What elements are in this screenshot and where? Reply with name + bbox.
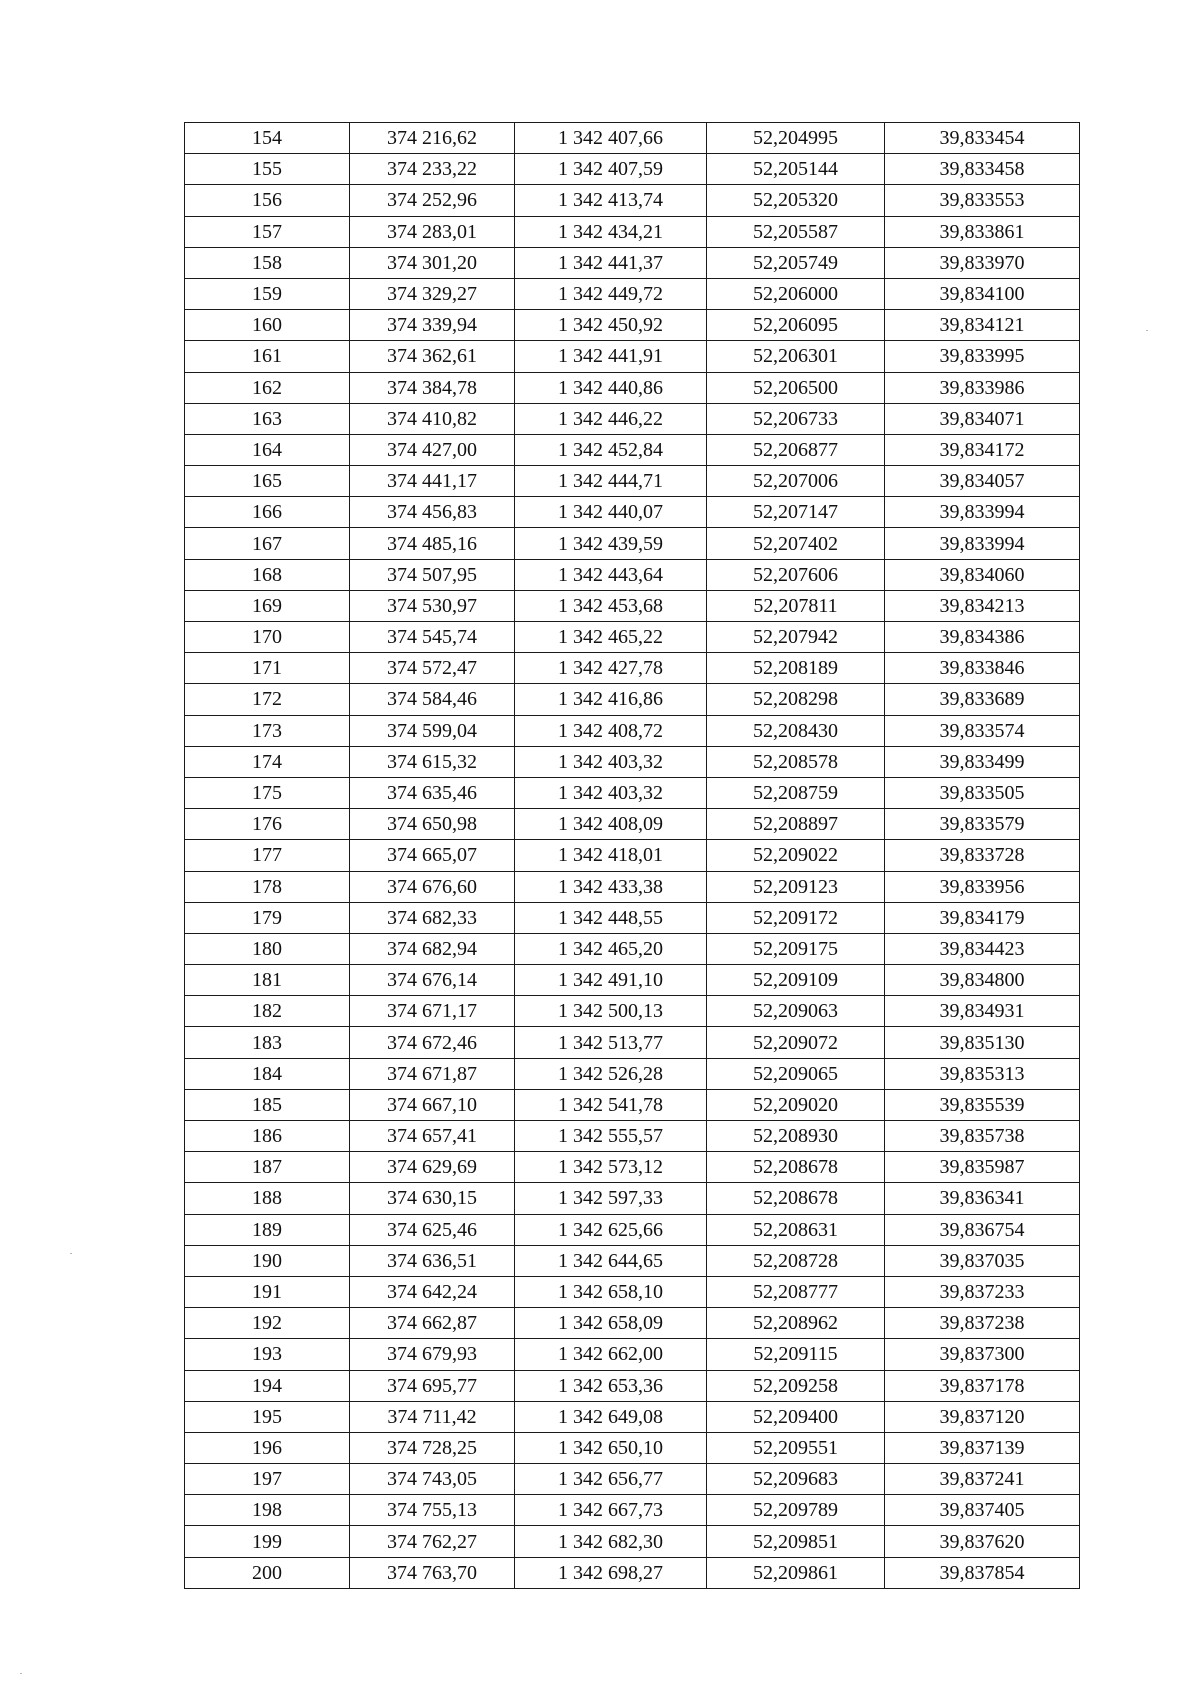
latitude-cell: 52,208930: [707, 1121, 885, 1152]
y-coordinate-cell: 1 342 408,72: [515, 715, 707, 746]
longitude-cell: 39,835738: [885, 1121, 1080, 1152]
point-number-cell: 199: [185, 1526, 350, 1557]
point-number-cell: 192: [185, 1308, 350, 1339]
longitude-cell: 39,833458: [885, 154, 1080, 185]
y-coordinate-cell: 1 342 650,10: [515, 1432, 707, 1463]
x-coordinate-cell: 374 441,17: [350, 466, 515, 497]
table-row: [185, 1401, 1080, 1432]
table-row: [185, 684, 1080, 715]
latitude-cell: 52,207402: [707, 528, 885, 559]
longitude-cell: 39,834121: [885, 310, 1080, 341]
table-row: [185, 1089, 1080, 1120]
x-coordinate-cell: 374 301,20: [350, 247, 515, 278]
y-coordinate-cell: 1 342 453,68: [515, 590, 707, 621]
y-coordinate-cell: 1 342 491,10: [515, 965, 707, 996]
longitude-cell: 39,833553: [885, 185, 1080, 216]
point-number-cell: 161: [185, 341, 350, 372]
y-coordinate-cell: 1 342 418,01: [515, 840, 707, 871]
table-row: [185, 403, 1080, 434]
point-number-cell: 187: [185, 1152, 350, 1183]
longitude-cell: 39,833970: [885, 247, 1080, 278]
x-coordinate-cell: 374 650,98: [350, 809, 515, 840]
x-coordinate-cell: 374 615,32: [350, 746, 515, 777]
point-number-cell: 185: [185, 1089, 350, 1120]
point-number-cell: 182: [185, 996, 350, 1027]
x-coordinate-cell: 374 672,46: [350, 1027, 515, 1058]
longitude-cell: 39,837241: [885, 1464, 1080, 1495]
x-coordinate-cell: 374 763,70: [350, 1557, 515, 1588]
latitude-cell: 52,205749: [707, 247, 885, 278]
longitude-cell: 39,837300: [885, 1339, 1080, 1370]
table-row: [185, 1557, 1080, 1588]
longitude-cell: 39,834071: [885, 403, 1080, 434]
y-coordinate-cell: 1 342 444,71: [515, 466, 707, 497]
y-coordinate-cell: 1 342 440,86: [515, 372, 707, 403]
table-row: [185, 154, 1080, 185]
latitude-cell: 52,204995: [707, 123, 885, 154]
longitude-cell: 39,833846: [885, 653, 1080, 684]
longitude-cell: 39,833861: [885, 216, 1080, 247]
latitude-cell: 52,208578: [707, 746, 885, 777]
x-coordinate-cell: 374 545,74: [350, 622, 515, 653]
point-number-cell: 171: [185, 653, 350, 684]
table-row: [185, 1183, 1080, 1214]
x-coordinate-cell: 374 743,05: [350, 1464, 515, 1495]
y-coordinate-cell: 1 342 450,92: [515, 310, 707, 341]
y-coordinate-cell: 1 342 625,66: [515, 1214, 707, 1245]
longitude-cell: 39,833505: [885, 777, 1080, 808]
latitude-cell: 52,209861: [707, 1557, 885, 1588]
y-coordinate-cell: 1 342 649,08: [515, 1401, 707, 1432]
point-number-cell: 155: [185, 154, 350, 185]
longitude-cell: 39,835130: [885, 1027, 1080, 1058]
x-coordinate-cell: 374 625,46: [350, 1214, 515, 1245]
latitude-cell: 52,207606: [707, 559, 885, 590]
latitude-cell: 52,209851: [707, 1526, 885, 1557]
table-row: [185, 1339, 1080, 1370]
x-coordinate-cell: 374 676,14: [350, 965, 515, 996]
longitude-cell: 39,836341: [885, 1183, 1080, 1214]
latitude-cell: 52,207811: [707, 590, 885, 621]
latitude-cell: 52,206095: [707, 310, 885, 341]
table-row: [185, 1495, 1080, 1526]
x-coordinate-cell: 374 755,13: [350, 1495, 515, 1526]
longitude-cell: 39,833454: [885, 123, 1080, 154]
y-coordinate-cell: 1 342 541,78: [515, 1089, 707, 1120]
table-row: [185, 840, 1080, 871]
table-row: [185, 902, 1080, 933]
y-coordinate-cell: 1 342 500,13: [515, 996, 707, 1027]
table-row: [185, 1464, 1080, 1495]
point-number-cell: 169: [185, 590, 350, 621]
latitude-cell: 52,209789: [707, 1495, 885, 1526]
latitude-cell: 52,208962: [707, 1308, 885, 1339]
longitude-cell: 39,834179: [885, 902, 1080, 933]
latitude-cell: 52,208759: [707, 777, 885, 808]
point-number-cell: 162: [185, 372, 350, 403]
point-number-cell: 175: [185, 777, 350, 808]
latitude-cell: 52,209123: [707, 871, 885, 902]
table-row: [185, 1152, 1080, 1183]
point-number-cell: 176: [185, 809, 350, 840]
x-coordinate-cell: 374 339,94: [350, 310, 515, 341]
latitude-cell: 52,205320: [707, 185, 885, 216]
x-coordinate-cell: 374 671,17: [350, 996, 515, 1027]
x-coordinate-cell: 374 682,33: [350, 902, 515, 933]
table-row: [185, 1276, 1080, 1307]
table-row: [185, 559, 1080, 590]
x-coordinate-cell: 374 362,61: [350, 341, 515, 372]
point-number-cell: 164: [185, 434, 350, 465]
longitude-cell: 39,833728: [885, 840, 1080, 871]
table-row: [185, 247, 1080, 278]
y-coordinate-cell: 1 342 407,59: [515, 154, 707, 185]
y-coordinate-cell: 1 342 658,10: [515, 1276, 707, 1307]
latitude-cell: 52,205587: [707, 216, 885, 247]
x-coordinate-cell: 374 676,60: [350, 871, 515, 902]
table-row: [185, 434, 1080, 465]
point-number-cell: 165: [185, 466, 350, 497]
y-coordinate-cell: 1 342 440,07: [515, 497, 707, 528]
longitude-cell: 39,833689: [885, 684, 1080, 715]
latitude-cell: 52,205144: [707, 154, 885, 185]
longitude-cell: 39,836754: [885, 1214, 1080, 1245]
x-coordinate-cell: 374 384,78: [350, 372, 515, 403]
table-row: [185, 185, 1080, 216]
latitude-cell: 52,209683: [707, 1464, 885, 1495]
point-number-cell: 196: [185, 1432, 350, 1463]
scan-speck: [20, 1673, 22, 1674]
point-number-cell: 190: [185, 1245, 350, 1276]
point-number-cell: 195: [185, 1401, 350, 1432]
longitude-cell: 39,834800: [885, 965, 1080, 996]
latitude-cell: 52,209172: [707, 902, 885, 933]
longitude-cell: 39,835539: [885, 1089, 1080, 1120]
latitude-cell: 52,209020: [707, 1089, 885, 1120]
latitude-cell: 52,209072: [707, 1027, 885, 1058]
longitude-cell: 39,833499: [885, 746, 1080, 777]
latitude-cell: 52,208777: [707, 1276, 885, 1307]
table-row: [185, 1370, 1080, 1401]
scan-speck: [1146, 330, 1148, 331]
point-number-cell: 184: [185, 1058, 350, 1089]
y-coordinate-cell: 1 342 662,00: [515, 1339, 707, 1370]
point-number-cell: 154: [185, 123, 350, 154]
table-row: [185, 1058, 1080, 1089]
y-coordinate-cell: 1 342 439,59: [515, 528, 707, 559]
point-number-cell: 163: [185, 403, 350, 434]
point-number-cell: 188: [185, 1183, 350, 1214]
x-coordinate-cell: 374 584,46: [350, 684, 515, 715]
x-coordinate-cell: 374 682,94: [350, 933, 515, 964]
x-coordinate-cell: 374 635,46: [350, 777, 515, 808]
y-coordinate-cell: 1 342 443,64: [515, 559, 707, 590]
x-coordinate-cell: 374 252,96: [350, 185, 515, 216]
point-number-cell: 197: [185, 1464, 350, 1495]
point-number-cell: 189: [185, 1214, 350, 1245]
table-row: [185, 1308, 1080, 1339]
point-number-cell: 179: [185, 902, 350, 933]
longitude-cell: 39,837120: [885, 1401, 1080, 1432]
y-coordinate-cell: 1 342 465,22: [515, 622, 707, 653]
longitude-cell: 39,837238: [885, 1308, 1080, 1339]
point-number-cell: 174: [185, 746, 350, 777]
longitude-cell: 39,833986: [885, 372, 1080, 403]
latitude-cell: 52,209400: [707, 1401, 885, 1432]
latitude-cell: 52,209258: [707, 1370, 885, 1401]
table-row: [185, 746, 1080, 777]
longitude-cell: 39,833994: [885, 497, 1080, 528]
latitude-cell: 52,206500: [707, 372, 885, 403]
table-row: [185, 466, 1080, 497]
table-row: [185, 1121, 1080, 1152]
longitude-cell: 39,835313: [885, 1058, 1080, 1089]
x-coordinate-cell: 374 728,25: [350, 1432, 515, 1463]
table-row: [185, 310, 1080, 341]
x-coordinate-cell: 374 636,51: [350, 1245, 515, 1276]
longitude-cell: 39,834213: [885, 590, 1080, 621]
table-row: [185, 996, 1080, 1027]
y-coordinate-cell: 1 342 667,73: [515, 1495, 707, 1526]
longitude-cell: 39,833579: [885, 809, 1080, 840]
coordinates-table: [184, 122, 1080, 1589]
latitude-cell: 52,209175: [707, 933, 885, 964]
longitude-cell: 39,833956: [885, 871, 1080, 902]
y-coordinate-cell: 1 342 446,22: [515, 403, 707, 434]
table-row: [185, 590, 1080, 621]
x-coordinate-cell: 374 762,27: [350, 1526, 515, 1557]
y-coordinate-cell: 1 342 441,91: [515, 341, 707, 372]
table-row: [185, 497, 1080, 528]
latitude-cell: 52,209063: [707, 996, 885, 1027]
point-number-cell: 181: [185, 965, 350, 996]
point-number-cell: 180: [185, 933, 350, 964]
table-row: [185, 1214, 1080, 1245]
latitude-cell: 52,208678: [707, 1183, 885, 1214]
point-number-cell: 193: [185, 1339, 350, 1370]
longitude-cell: 39,834423: [885, 933, 1080, 964]
x-coordinate-cell: 374 630,15: [350, 1183, 515, 1214]
longitude-cell: 39,833574: [885, 715, 1080, 746]
point-number-cell: 178: [185, 871, 350, 902]
latitude-cell: 52,206000: [707, 278, 885, 309]
x-coordinate-cell: 374 283,01: [350, 216, 515, 247]
scan-speck: [70, 1253, 72, 1254]
longitude-cell: 39,833994: [885, 528, 1080, 559]
x-coordinate-cell: 374 711,42: [350, 1401, 515, 1432]
x-coordinate-cell: 374 662,87: [350, 1308, 515, 1339]
y-coordinate-cell: 1 342 597,33: [515, 1183, 707, 1214]
point-number-cell: 160: [185, 310, 350, 341]
longitude-cell: 39,837620: [885, 1526, 1080, 1557]
table-row: [185, 809, 1080, 840]
x-coordinate-cell: 374 667,10: [350, 1089, 515, 1120]
x-coordinate-cell: 374 410,82: [350, 403, 515, 434]
table-row: [185, 777, 1080, 808]
y-coordinate-cell: 1 342 403,32: [515, 746, 707, 777]
point-number-cell: 159: [185, 278, 350, 309]
x-coordinate-cell: 374 329,27: [350, 278, 515, 309]
latitude-cell: 52,208728: [707, 1245, 885, 1276]
table-row: [185, 965, 1080, 996]
latitude-cell: 52,208678: [707, 1152, 885, 1183]
longitude-cell: 39,834386: [885, 622, 1080, 653]
point-number-cell: 198: [185, 1495, 350, 1526]
x-coordinate-cell: 374 530,97: [350, 590, 515, 621]
x-coordinate-cell: 374 657,41: [350, 1121, 515, 1152]
point-number-cell: 172: [185, 684, 350, 715]
longitude-cell: 39,835987: [885, 1152, 1080, 1183]
point-number-cell: 156: [185, 185, 350, 216]
y-coordinate-cell: 1 342 573,12: [515, 1152, 707, 1183]
y-coordinate-cell: 1 342 555,57: [515, 1121, 707, 1152]
longitude-cell: 39,834060: [885, 559, 1080, 590]
latitude-cell: 52,209109: [707, 965, 885, 996]
latitude-cell: 52,209115: [707, 1339, 885, 1370]
y-coordinate-cell: 1 342 413,74: [515, 185, 707, 216]
latitude-cell: 52,208897: [707, 809, 885, 840]
point-number-cell: 158: [185, 247, 350, 278]
y-coordinate-cell: 1 342 452,84: [515, 434, 707, 465]
latitude-cell: 52,207942: [707, 622, 885, 653]
table-row: [185, 528, 1080, 559]
y-coordinate-cell: 1 342 449,72: [515, 278, 707, 309]
y-coordinate-cell: 1 342 682,30: [515, 1526, 707, 1557]
x-coordinate-cell: 374 572,47: [350, 653, 515, 684]
y-coordinate-cell: 1 342 434,21: [515, 216, 707, 247]
latitude-cell: 52,208298: [707, 684, 885, 715]
y-coordinate-cell: 1 342 658,09: [515, 1308, 707, 1339]
table-row: [185, 372, 1080, 403]
latitude-cell: 52,209065: [707, 1058, 885, 1089]
table-row: [185, 871, 1080, 902]
y-coordinate-cell: 1 342 465,20: [515, 933, 707, 964]
longitude-cell: 39,834172: [885, 434, 1080, 465]
point-number-cell: 166: [185, 497, 350, 528]
x-coordinate-cell: 374 599,04: [350, 715, 515, 746]
table-row: [185, 933, 1080, 964]
x-coordinate-cell: 374 679,93: [350, 1339, 515, 1370]
x-coordinate-cell: 374 695,77: [350, 1370, 515, 1401]
x-coordinate-cell: 374 216,62: [350, 123, 515, 154]
y-coordinate-cell: 1 342 407,66: [515, 123, 707, 154]
x-coordinate-cell: 374 233,22: [350, 154, 515, 185]
point-number-cell: 177: [185, 840, 350, 871]
table-row: [185, 278, 1080, 309]
x-coordinate-cell: 374 427,00: [350, 434, 515, 465]
y-coordinate-cell: 1 342 433,38: [515, 871, 707, 902]
latitude-cell: 52,206733: [707, 403, 885, 434]
y-coordinate-cell: 1 342 427,78: [515, 653, 707, 684]
table-row: [185, 1526, 1080, 1557]
latitude-cell: 52,206301: [707, 341, 885, 372]
point-number-cell: 157: [185, 216, 350, 247]
y-coordinate-cell: 1 342 526,28: [515, 1058, 707, 1089]
point-number-cell: 168: [185, 559, 350, 590]
x-coordinate-cell: 374 485,16: [350, 528, 515, 559]
latitude-cell: 52,209551: [707, 1432, 885, 1463]
point-number-cell: 200: [185, 1557, 350, 1588]
longitude-cell: 39,834931: [885, 996, 1080, 1027]
table-row: [185, 341, 1080, 372]
table-row: [185, 715, 1080, 746]
y-coordinate-cell: 1 342 644,65: [515, 1245, 707, 1276]
latitude-cell: 52,208631: [707, 1214, 885, 1245]
point-number-cell: 173: [185, 715, 350, 746]
longitude-cell: 39,837854: [885, 1557, 1080, 1588]
table-row: [185, 123, 1080, 154]
longitude-cell: 39,837405: [885, 1495, 1080, 1526]
point-number-cell: 194: [185, 1370, 350, 1401]
table-row: [185, 622, 1080, 653]
table-row: [185, 216, 1080, 247]
x-coordinate-cell: 374 642,24: [350, 1276, 515, 1307]
coordinates-table-body: [185, 123, 1080, 1589]
latitude-cell: 52,209022: [707, 840, 885, 871]
longitude-cell: 39,833995: [885, 341, 1080, 372]
y-coordinate-cell: 1 342 416,86: [515, 684, 707, 715]
point-number-cell: 170: [185, 622, 350, 653]
y-coordinate-cell: 1 342 403,32: [515, 777, 707, 808]
y-coordinate-cell: 1 342 448,55: [515, 902, 707, 933]
point-number-cell: 183: [185, 1027, 350, 1058]
latitude-cell: 52,208189: [707, 653, 885, 684]
table-row: [185, 1245, 1080, 1276]
longitude-cell: 39,834100: [885, 278, 1080, 309]
point-number-cell: 186: [185, 1121, 350, 1152]
x-coordinate-cell: 374 507,95: [350, 559, 515, 590]
x-coordinate-cell: 374 456,83: [350, 497, 515, 528]
y-coordinate-cell: 1 342 653,36: [515, 1370, 707, 1401]
y-coordinate-cell: 1 342 656,77: [515, 1464, 707, 1495]
y-coordinate-cell: 1 342 441,37: [515, 247, 707, 278]
y-coordinate-cell: 1 342 513,77: [515, 1027, 707, 1058]
point-number-cell: 167: [185, 528, 350, 559]
longitude-cell: 39,837139: [885, 1432, 1080, 1463]
latitude-cell: 52,208430: [707, 715, 885, 746]
point-number-cell: 191: [185, 1276, 350, 1307]
longitude-cell: 39,837178: [885, 1370, 1080, 1401]
latitude-cell: 52,206877: [707, 434, 885, 465]
table-row: [185, 1432, 1080, 1463]
x-coordinate-cell: 374 671,87: [350, 1058, 515, 1089]
longitude-cell: 39,837233: [885, 1276, 1080, 1307]
table-row: [185, 1027, 1080, 1058]
y-coordinate-cell: 1 342 408,09: [515, 809, 707, 840]
longitude-cell: 39,837035: [885, 1245, 1080, 1276]
latitude-cell: 52,207147: [707, 497, 885, 528]
latitude-cell: 52,207006: [707, 466, 885, 497]
y-coordinate-cell: 1 342 698,27: [515, 1557, 707, 1588]
x-coordinate-cell: 374 629,69: [350, 1152, 515, 1183]
table-row: [185, 653, 1080, 684]
longitude-cell: 39,834057: [885, 466, 1080, 497]
x-coordinate-cell: 374 665,07: [350, 840, 515, 871]
